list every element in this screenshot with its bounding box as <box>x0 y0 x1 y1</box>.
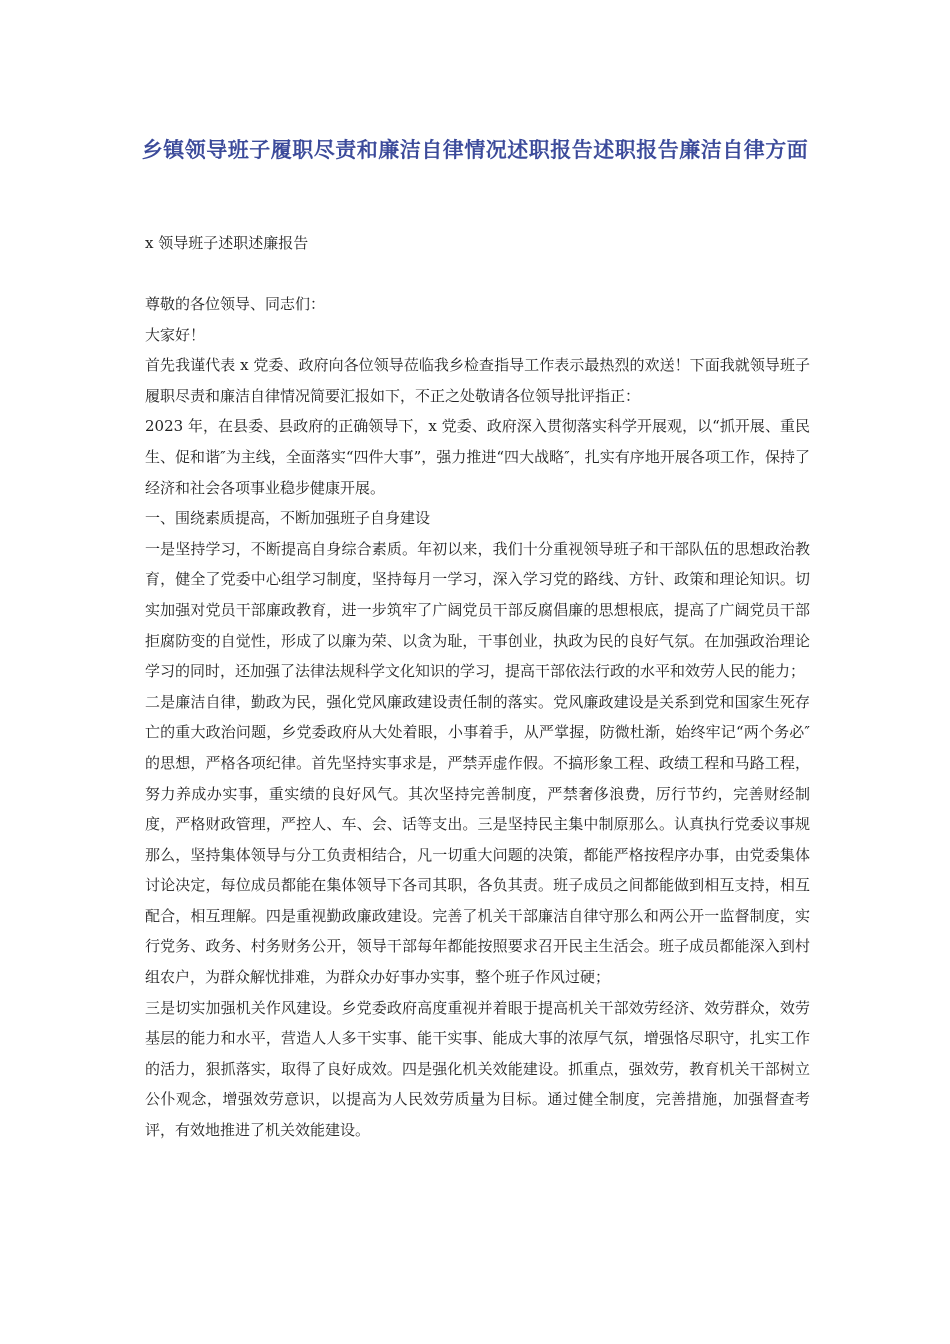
paragraph-salutation: 尊敬的各位领导、同志们： <box>145 295 326 313</box>
paragraph-overview: 2023 年，在县委、县政府的正确领导下，x 党委、政府深入贯彻落实科学开展观，以“抓开展、重民生、促和谐″为主线，全面落实“四件大事”，强力推进“四大战略″，扎实有序地开展各项工作，保持了经济和社会各项事业稳步健康开展。 <box>145 417 810 497</box>
paragraph-intro: 首先我谨代表 x 党委、政府向各位领导莅临我乡检查指导工作表示最热烈的欢送！下面我就领导班子履职尽责和廉洁自律情况简要汇报如下，不正之处敬请各位领导批评指正： <box>145 356 810 405</box>
paragraph-greeting: 大家好！ <box>145 325 206 344</box>
document-body <box>145 289 810 1146</box>
document-title: 乡镇领导班子履职尽责和廉洁自律情况述职报告述职报告廉洁自律方面 <box>141 138 809 162</box>
section-heading: 一、围绕素质提高，不断加强班子自身建设 <box>145 509 431 528</box>
paragraph-study: 一是坚持学习，不断提高自身综合素质。年初以来，我们十分重视领导班子和干部队伍的思想政治教育，健全了党委中心组学习制度，坚持每月一学习，深入学习党的路线、方针、政策和理论知识。切实加强对党员干部廉政教育，进一步筑牢了广阔党员干部反腐倡廉的思想根底，提高了广阔党员干部拒腐防变的自觉性，形成了以廉为荣、以贪为耻，干事创业，执政为民的良好气氛。在加强政治理论学习的同时，还加强了法律法规科学文化知识的学习，提高干部依法行政的水平和效劳人民的能力； <box>145 539 810 681</box>
paragraph-work-style: 三是切实加强机关作风建设。乡党委政府高度重视并着眼于提高机关干部效劳经济、效劳群众，效劳基层的能力和水平，营造人人多干实事、能干实事、能成大事的浓厚气氛，增强恪尽职守，扎实工作的活力，狠抓落实，取得了良好成效。四是强化机关效能建设。抓重点，强效劳，教育机关干部树立公仆观念，增强效劳意识，以提高为人民效劳质量为目标。通过健全制度，完善措施，加强督查考评，有效地推进了机关效能建设。 <box>145 998 810 1140</box>
paragraph-integrity: 二是廉洁自律，勤政为民，强化党风廉政建设责任制的落实。党风廉政建设是关系到党和国家生死存亡的重大政治问题，乡党委政府从大处着眼，小事着手，从严掌握，防微杜渐，始终牢记“两个务必″的思想，严格各项纪律。首先坚持实事求是，严禁弄虚作假。不搞形象工程、政绩工程和马路工程，努力养成办实事，重实绩的良好风气。其次坚持完善制度，严禁奢侈浪费，厉行节约，完善财经制度，严格财政管理，严控人、车、会、话等支出。三是坚持民主集中制原那么。认真执行党委议事规那么，坚持集体领导与分工负责相结合，凡一切重大问题的决策，都能严格按程序办事，由党委集体讨论决定，每位成员都能在集体领导下各司其职，各负其责。班子成员之间都能做到相互支持，相互配合，相互理解。四是重视勤政廉政建设。完善了机关干部廉洁自律守那么和两公开一监督制度，实行党务、政务、村务财务公开，领导干部每年都能按照要求召开民主生活会。班子成员都能深入到村组农户，为群众解忧排难，为群众办好事办实事，整个班子作风过硬； <box>145 692 810 987</box>
document-subtitle: x 领导班子述职述廉报告 <box>145 234 309 252</box>
